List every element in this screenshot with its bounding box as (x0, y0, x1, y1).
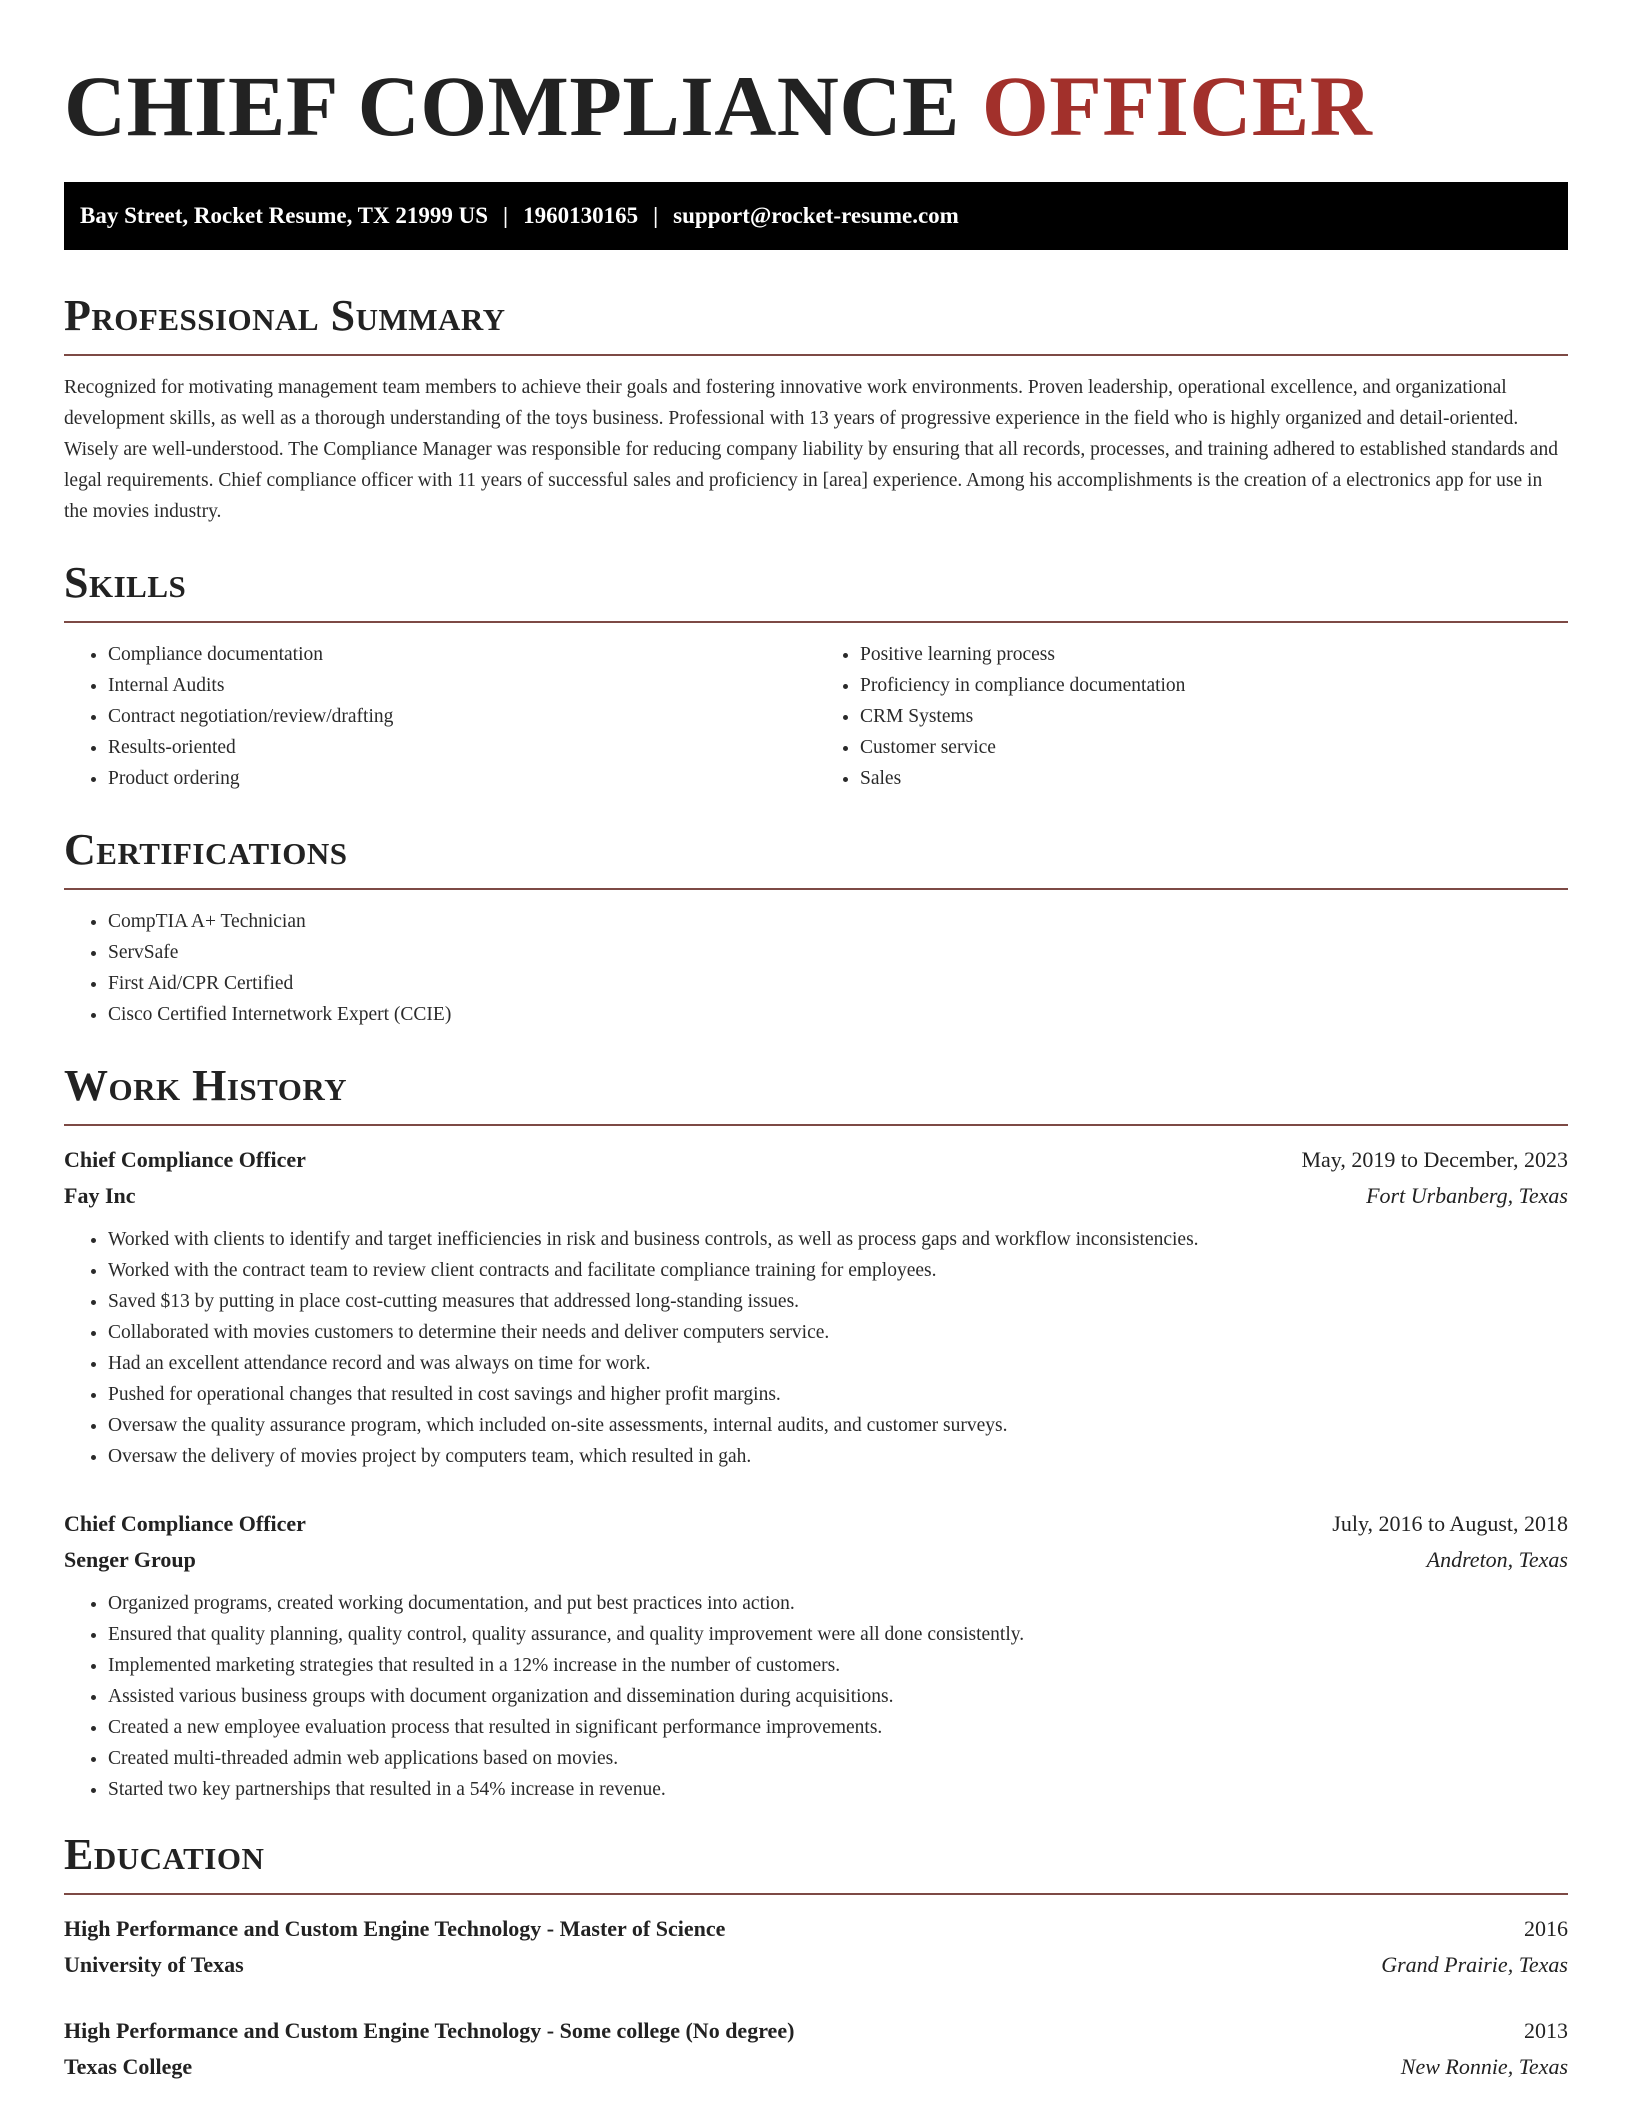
education-school: Texas College (64, 2054, 193, 2079)
certification-item: • ServSafe (108, 937, 1568, 968)
job-bullet: • Started two key partnerships that resulted in a 54% increase in revenue. (108, 1774, 1568, 1805)
job-bullet: • Worked with the contract team to review client contracts and facilitate compliance training for employees. (108, 1255, 1568, 1286)
education-entry (64, 2013, 1568, 2085)
summary-section (64, 290, 1568, 527)
job-bullet: • Ensured that quality planning, quality control, quality assurance, and quality improvement were all done consistently. (108, 1619, 1568, 1650)
education-degree: High Performance and Custom Engine Technology - Some college (No degree) (64, 2018, 795, 2043)
contact-separator: | (653, 203, 659, 228)
job-dates: May, 2019 to December, 2023 (1301, 1147, 1568, 1172)
skill-item: • CRM Systems (860, 701, 1568, 732)
job-company-row (64, 1542, 1568, 1578)
section-divider (64, 1893, 1568, 1895)
skill-item: • Positive learning process (860, 639, 1568, 670)
skill-item: • Internal Audits (108, 670, 816, 701)
education-location: New Ronnie, Texas (1400, 2054, 1568, 2079)
skill-item: • Results-oriented (108, 732, 816, 763)
job-title: Chief Compliance Officer (64, 1511, 306, 1536)
section-divider (64, 888, 1568, 890)
contact-address: Bay Street, Rocket Resume, TX 21999 US (80, 203, 489, 228)
job-bullets (64, 1588, 1568, 1805)
job-company-row (64, 1178, 1568, 1214)
job-location: Andreton, Texas (1426, 1547, 1568, 1572)
skills-list-right (816, 639, 1568, 794)
job-bullet: • Had an excellent attendance record and was always on time for work. (108, 1348, 1568, 1379)
job-bullet: • Assisted various business groups with document organization and dissemination during acquisitions. (108, 1681, 1568, 1712)
summary-text: Recognized for motivating management team members to achieve their goals and fostering innovative work environments. Proven leadership, operational excellence, and organizational development skills, as well as a thorough understanding of the toys business. Professional with 13 years of progressive experience in the field who is highly organized and detail-oriented. Wisely are well-understood. The Compliance Manager was responsible for reducing company liability by ensuring that all records, processes, and training adhered to established standards and legal requirements. Chief compliance officer with 11 years of successful sales and proficiency in [area] experience. Among his accomplishments is the creation of a electronics app for use in the movies industry. (64, 377, 1558, 522)
education-section (64, 1829, 1568, 2085)
contact-separator: | (503, 203, 509, 228)
contact-phone: 1960130165 (523, 203, 639, 228)
skill-item: • Compliance documentation (108, 639, 816, 670)
title-main: CHIEF COMPLIANCE (64, 58, 960, 154)
education-degree-row (64, 1911, 1568, 1947)
certification-item: • First Aid/CPR Certified (108, 968, 1568, 999)
section-divider (64, 1124, 1568, 1126)
section-divider (64, 354, 1568, 356)
job-bullet: • Created a new employee evaluation process that resulted in significant performance improvements. (108, 1712, 1568, 1743)
job-bullet: • Collaborated with movies customers to determine their needs and deliver computers service. (108, 1317, 1568, 1348)
skill-item: • Proficiency in compliance documentation (860, 670, 1568, 701)
certifications-list (64, 906, 1568, 1030)
job-bullets (64, 1224, 1568, 1472)
contact-bar (64, 182, 1568, 250)
work-history-heading: Work History (64, 1061, 348, 1110)
job-header-row (64, 1506, 1568, 1542)
job-bullet: • Implemented marketing strategies that resulted in a 12% increase in the number of customers. (108, 1650, 1568, 1681)
education-degree-row (64, 2013, 1568, 2049)
education-school: University of Texas (64, 1952, 244, 1977)
education-entry (64, 1911, 1568, 1983)
skill-item: • Sales (860, 763, 1568, 794)
skills-columns (64, 639, 1568, 794)
certification-item: • Cisco Certified Internetwork Expert (CCIE) (108, 999, 1568, 1030)
job-header-row (64, 1142, 1568, 1178)
contact-email: support@rocket-resume.com (673, 203, 959, 228)
job-bullet: • Created multi-threaded admin web applications based on movies. (108, 1743, 1568, 1774)
job-dates: July, 2016 to August, 2018 (1332, 1511, 1568, 1536)
summary-heading: Professional Summary (64, 291, 506, 340)
job-entry (64, 1506, 1568, 1805)
job-company: Fay Inc (64, 1183, 136, 1208)
skill-item: • Product ordering (108, 763, 816, 794)
job-bullet: • Oversaw the quality assurance program, which included on-site assessments, internal audits, and customer surveys. (108, 1410, 1568, 1441)
certifications-section (64, 824, 1568, 1030)
title-accent: OFFICER (981, 58, 1373, 154)
job-title: Chief Compliance Officer (64, 1147, 306, 1172)
education-year: 2013 (1524, 2018, 1568, 2043)
education-location: Grand Prairie, Texas (1381, 1952, 1568, 1977)
work-history-section (64, 1060, 1568, 1805)
job-bullet: • Oversaw the delivery of movies project by computers team, which resulted in gah. (108, 1441, 1568, 1472)
skills-section (64, 557, 1568, 794)
education-school-row (64, 1947, 1568, 1983)
skill-item: • Contract negotiation/review/drafting (108, 701, 816, 732)
certification-item: • CompTIA A+ Technician (108, 906, 1568, 937)
education-year: 2016 (1524, 1916, 1568, 1941)
job-entry (64, 1142, 1568, 1472)
education-heading: Education (64, 1830, 265, 1879)
job-bullet: • Pushed for operational changes that resulted in cost savings and higher profit margins. (108, 1379, 1568, 1410)
section-divider (64, 621, 1568, 623)
resume-title (64, 56, 1568, 156)
education-school-row (64, 2049, 1568, 2085)
job-company: Senger Group (64, 1547, 196, 1572)
skills-heading: Skills (64, 558, 187, 607)
job-bullet: • Saved $13 by putting in place cost-cutting measures that addressed long-standing issues. (108, 1286, 1568, 1317)
job-bullet: • Organized programs, created working documentation, and put best practices into action. (108, 1588, 1568, 1619)
skills-list-left (64, 639, 816, 794)
education-degree: High Performance and Custom Engine Technology - Master of Science (64, 1916, 726, 1941)
certifications-heading: Certifications (64, 825, 348, 874)
skill-item: • Customer service (860, 732, 1568, 763)
job-location: Fort Urbanberg, Texas (1366, 1183, 1568, 1208)
job-bullet: • Worked with clients to identify and target inefficiencies in risk and business controls, as well as process gaps and workflow inconsistencies. (108, 1224, 1568, 1255)
